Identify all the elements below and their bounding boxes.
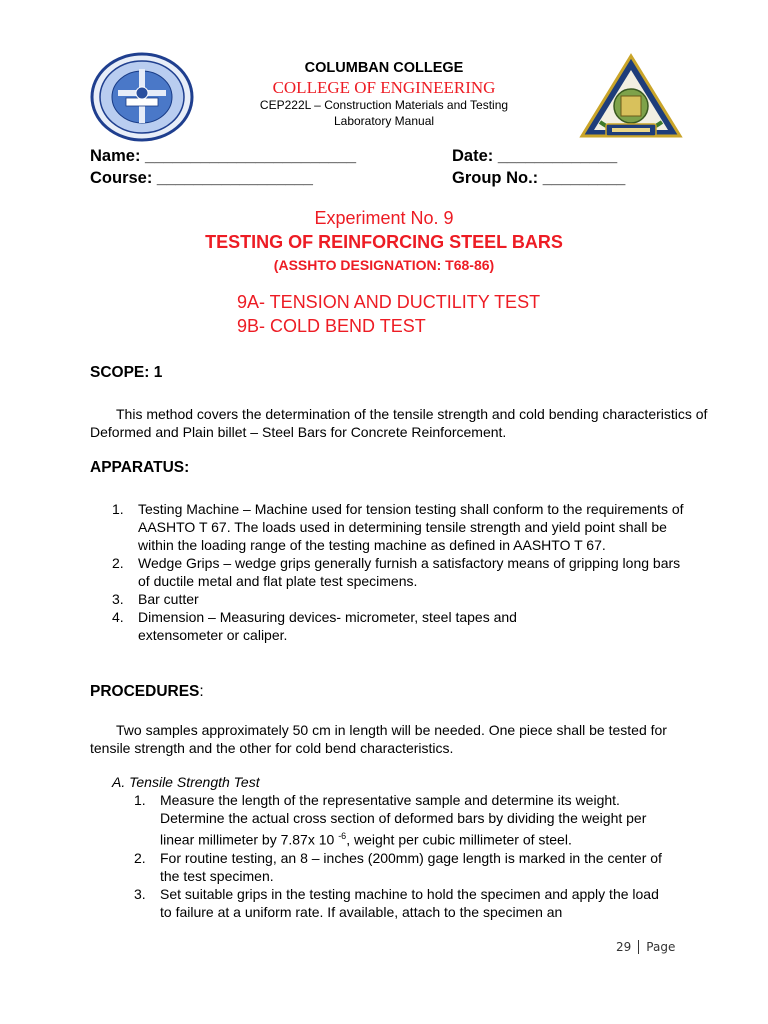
department-name: COLLEGE OF ENGINEERING bbox=[272, 78, 496, 97]
experiment-number: Experiment No. 9 bbox=[314, 208, 454, 228]
page-label: Page bbox=[646, 940, 676, 954]
list-item bbox=[134, 791, 674, 849]
part-9a-title: 9A- TENSION AND DUCTILITY TEST bbox=[237, 292, 541, 312]
procedures-heading-text: PROCEDURES bbox=[90, 683, 200, 700]
page-footer bbox=[616, 940, 675, 954]
procedures-list bbox=[134, 791, 674, 921]
apparatus-heading: APPARATUS: bbox=[90, 459, 190, 476]
procedures-intro: Two samples approximately 50 cm in length will be needed. One piece shall be tested for tensile strength and the other for cold bend characteristics. bbox=[90, 722, 667, 756]
list-text: Wedge Grips – wedge grips generally furnish a satisfactory means of gripping long bars of ductile metal and flat plate test specimens. bbox=[138, 555, 681, 589]
list-item bbox=[134, 849, 674, 885]
list-text: Measure the length of the representative sample and determine its weight. Determine the actual cross section of deformed bars by dividing the weight per linear millimeter by 7.87x 10 bbox=[160, 792, 647, 848]
scope-text: This method covers the determination of the tensile strength and cold bending characteristics of Deformed and Plain billet – Steel Bars for Concrete Reinforcement. bbox=[90, 406, 708, 440]
list-text: For routine testing, an 8 – inches (200mm) gage length is marked in the center of the test specimen. bbox=[160, 849, 662, 884]
list-text: Testing Machine – Machine used for tension testing shall conform to the requirements of AASHTO T 67. The loads used in determining tensile strength and yield point shall be within the loading range of the testing machine as defined in AASHTO T 67. bbox=[138, 501, 684, 553]
list-item bbox=[112, 590, 687, 608]
part-9b-title: 9B- COLD BEND TEST bbox=[237, 316, 426, 336]
list-text: Dimension – Measuring devices- micrometer, steel tapes and extensometer or caliper. bbox=[138, 609, 517, 643]
course-field[interactable]: Course: _________________ bbox=[90, 169, 313, 187]
tensile-strength-subheading: A. Tensile Strength Test bbox=[112, 774, 260, 790]
list-text: Set suitable grips in the testing machine to hold the specimen and apply the load to failure at a uniform rate. If available, attach to the specimen an bbox=[160, 885, 659, 920]
list-item bbox=[112, 554, 687, 590]
experiment-title: TESTING OF REINFORCING STEEL BARS bbox=[205, 232, 563, 252]
page-number: 29 bbox=[616, 940, 632, 954]
list-item bbox=[112, 500, 687, 554]
date-field[interactable]: Date: _____________ bbox=[452, 147, 618, 165]
procedures-heading bbox=[90, 683, 204, 701]
list-number: 3. bbox=[112, 591, 124, 607]
list-number: 1. bbox=[112, 501, 124, 517]
manual-title: Laboratory Manual bbox=[333, 114, 435, 128]
group-number-field[interactable]: Group No.: _________ bbox=[452, 169, 626, 187]
list-number: 4. bbox=[112, 609, 124, 625]
list-number: 2. bbox=[134, 849, 146, 866]
list-text: Bar cutter bbox=[138, 591, 199, 607]
scope-heading: SCOPE: 1 bbox=[90, 364, 163, 381]
asshto-designation: (ASSHTO DESIGNATION: T68-86) bbox=[273, 257, 495, 273]
college-name: COLUMBAN COLLEGE bbox=[304, 60, 464, 76]
list-number: 2. bbox=[112, 555, 124, 571]
apparatus-list bbox=[112, 500, 687, 644]
list-text: , weight per cubic millimeter of steel. bbox=[346, 831, 572, 848]
procedures-heading-colon: : bbox=[199, 683, 204, 700]
exponent: -6 bbox=[338, 831, 347, 841]
footer-divider bbox=[638, 940, 639, 954]
list-item bbox=[134, 885, 674, 921]
list-number: 1. bbox=[134, 792, 146, 808]
name-field[interactable]: Name: _______________________ bbox=[90, 147, 357, 165]
list-number: 3. bbox=[134, 885, 146, 902]
course-title: CEP222L – Construction Materials and Testing bbox=[259, 98, 509, 112]
list-item bbox=[112, 608, 687, 644]
